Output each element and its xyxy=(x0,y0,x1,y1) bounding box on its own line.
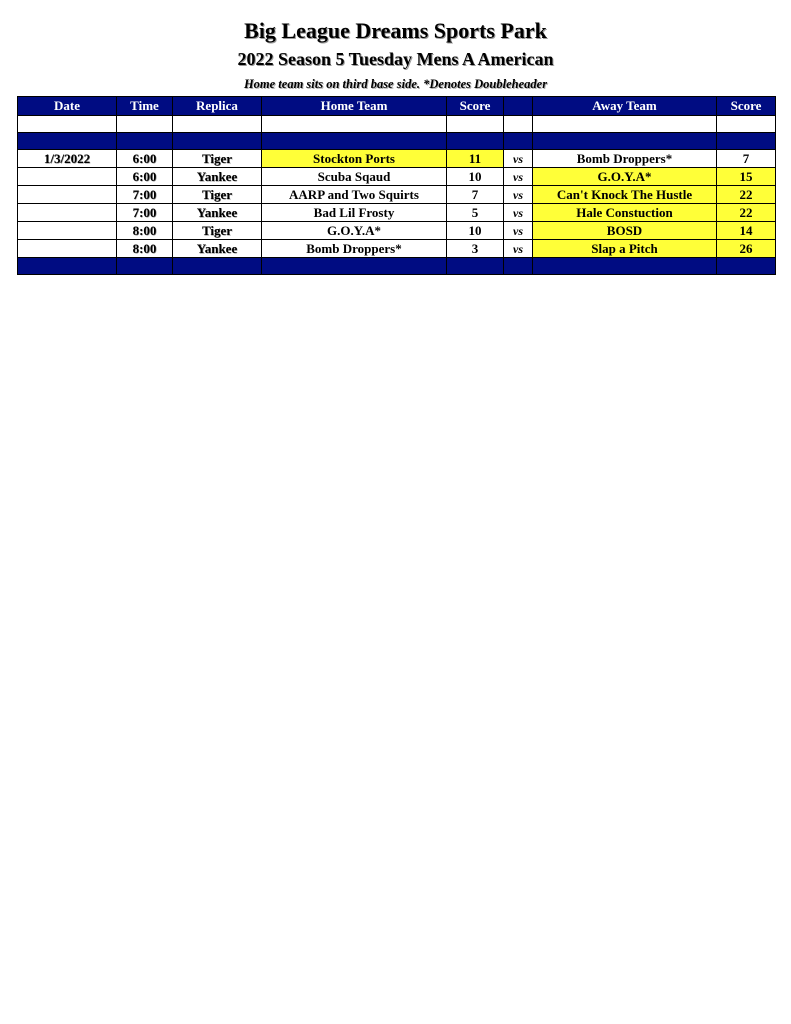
band-cell xyxy=(117,133,173,150)
band-cell xyxy=(173,258,262,275)
date-cell xyxy=(18,222,117,240)
replica-cell: Yankee xyxy=(173,240,262,258)
page-title: Big League Dreams Sports Park xyxy=(244,18,547,43)
home-score-cell: 10 xyxy=(447,222,504,240)
band-cell xyxy=(18,133,117,150)
away-team-cell: G.O.Y.A* xyxy=(533,168,717,186)
vs-cell: vs xyxy=(504,150,533,168)
game-row xyxy=(18,150,776,168)
home-team-cell: Bomb Droppers* xyxy=(262,240,447,258)
time-cell: 7:00 xyxy=(117,186,173,204)
empty-cell xyxy=(18,116,117,133)
replica-cell: Tiger xyxy=(173,222,262,240)
vs-cell: vs xyxy=(504,222,533,240)
game-row xyxy=(18,240,776,258)
away-score-cell: 22 xyxy=(717,186,776,204)
band-cell xyxy=(262,258,447,275)
home-score-cell: 11 xyxy=(447,150,504,168)
season-subtitle: 2022 Season 5 Tuesday Mens A American xyxy=(237,49,554,69)
blank-row xyxy=(18,116,776,133)
replica-cell: Yankee xyxy=(173,204,262,222)
away-team-cell: Bomb Droppers* xyxy=(533,150,717,168)
away-score-cell: 26 xyxy=(717,240,776,258)
empty-cell xyxy=(717,116,776,133)
column-header-replica: Replica xyxy=(173,97,262,116)
closing-band-row xyxy=(18,258,776,275)
home-score-cell: 5 xyxy=(447,204,504,222)
vs-cell: vs xyxy=(504,168,533,186)
band-cell xyxy=(717,258,776,275)
replica-cell: Tiger xyxy=(173,150,262,168)
schedule-table xyxy=(17,96,776,275)
band-cell xyxy=(447,258,504,275)
time-cell: 8:00 xyxy=(117,240,173,258)
band-cell xyxy=(533,133,717,150)
away-team-cell: BOSD xyxy=(533,222,717,240)
replica-cell: Yankee xyxy=(173,168,262,186)
date-cell: 1/3/2022 xyxy=(18,150,117,168)
away-team-cell: Can't Knock The Hustle xyxy=(533,186,717,204)
band-cell xyxy=(18,258,117,275)
time-cell: 6:00 xyxy=(117,150,173,168)
band-cell xyxy=(447,133,504,150)
home-score-cell: 3 xyxy=(447,240,504,258)
vs-cell: vs xyxy=(504,204,533,222)
game-row xyxy=(18,204,776,222)
band-cell xyxy=(117,258,173,275)
time-cell: 8:00 xyxy=(117,222,173,240)
empty-cell xyxy=(533,116,717,133)
column-header-away-team: Away Team xyxy=(533,97,717,116)
empty-cell xyxy=(504,116,533,133)
vs-cell: vs xyxy=(504,186,533,204)
date-cell xyxy=(18,186,117,204)
away-score-cell: 22 xyxy=(717,204,776,222)
home-score-cell: 7 xyxy=(447,186,504,204)
column-header-date: Date xyxy=(18,97,117,116)
column-header-time: Time xyxy=(117,97,173,116)
separator-band-row xyxy=(18,133,776,150)
date-cell xyxy=(18,204,117,222)
header-row xyxy=(18,97,776,116)
game-row xyxy=(18,222,776,240)
away-score-cell: 7 xyxy=(717,150,776,168)
replica-cell: Tiger xyxy=(173,186,262,204)
away-score-cell: 14 xyxy=(717,222,776,240)
time-cell: 7:00 xyxy=(117,204,173,222)
home-score-cell: 10 xyxy=(447,168,504,186)
band-cell xyxy=(717,133,776,150)
away-team-cell: Slap a Pitch xyxy=(533,240,717,258)
away-score-cell: 15 xyxy=(717,168,776,186)
band-cell xyxy=(533,258,717,275)
home-team-cell: AARP and Two Squirts xyxy=(262,186,447,204)
column-header-vs xyxy=(504,97,533,116)
home-team-cell: G.O.Y.A* xyxy=(262,222,447,240)
empty-cell xyxy=(447,116,504,133)
date-cell xyxy=(18,240,117,258)
band-cell xyxy=(504,133,533,150)
home-team-cell: Stockton Ports xyxy=(262,150,447,168)
band-cell xyxy=(173,133,262,150)
schedule-note: Home team sits on third base side. *Denotes Doubleheader xyxy=(243,77,548,91)
empty-cell xyxy=(173,116,262,133)
vs-cell: vs xyxy=(504,240,533,258)
band-cell xyxy=(504,258,533,275)
empty-cell xyxy=(262,116,447,133)
game-row xyxy=(18,186,776,204)
column-header-home-score: Score xyxy=(447,97,504,116)
away-team-cell: Hale Constuction xyxy=(533,204,717,222)
time-cell: 6:00 xyxy=(117,168,173,186)
column-header-away-score: Score xyxy=(717,97,776,116)
home-team-cell: Bad Lil Frosty xyxy=(262,204,447,222)
empty-cell xyxy=(117,116,173,133)
band-cell xyxy=(262,133,447,150)
home-team-cell: Scuba Sqaud xyxy=(262,168,447,186)
date-cell xyxy=(18,168,117,186)
game-row xyxy=(18,168,776,186)
column-header-home-team: Home Team xyxy=(262,97,447,116)
